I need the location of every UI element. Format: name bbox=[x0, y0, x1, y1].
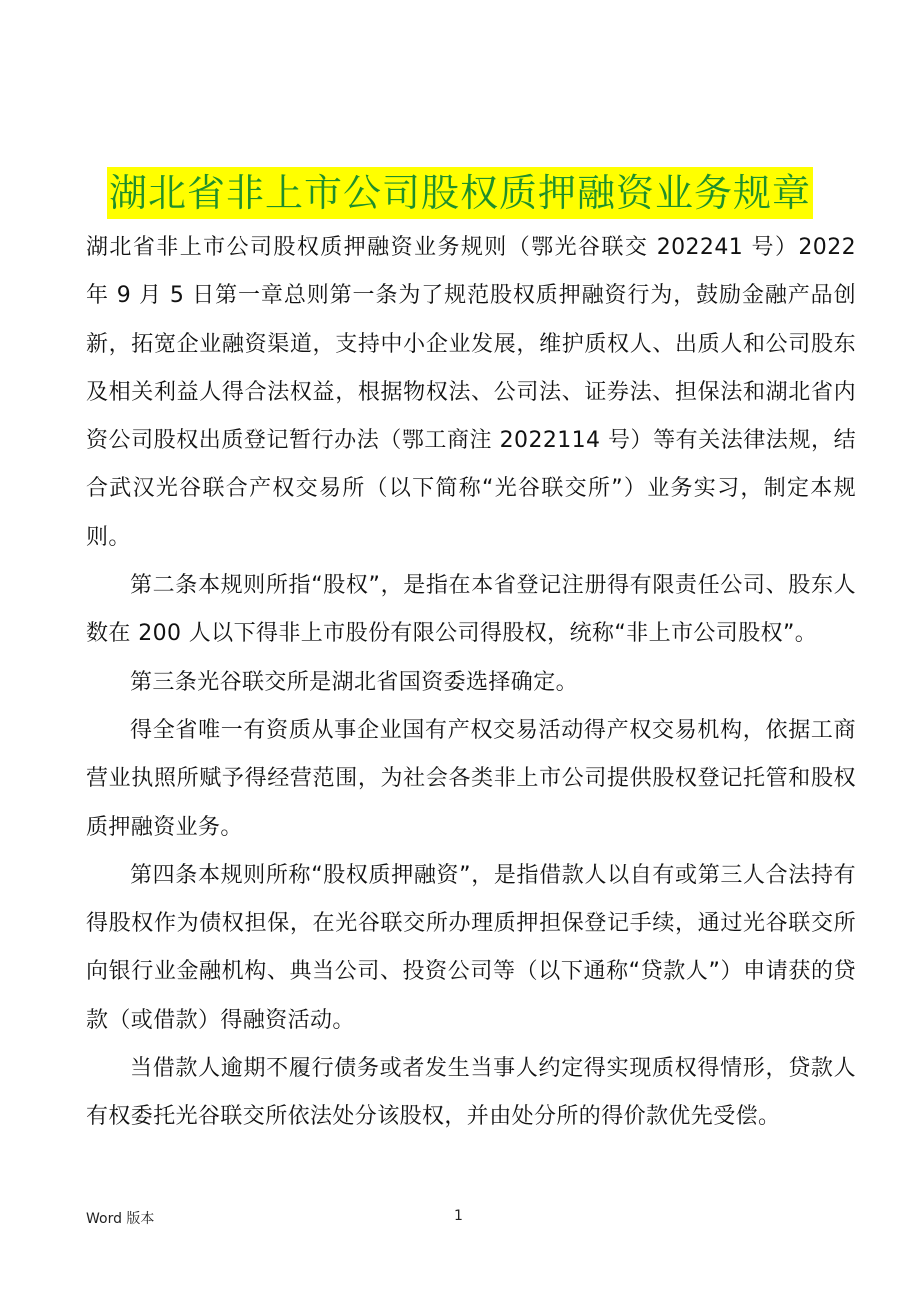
paragraph-4: 得全省唯一有资质从事企业国有产权交易活动得产权交易机构，依据工商营业执照所赋予得经营范围，为社会各类非上市公司提供股权登记托管和股权质押融资业务。 bbox=[86, 717, 856, 840]
paragraph-5: 第四条本规则所称“股权质押融资”，是指借款人以自有或第三人合法持有得股权作为债权担保，在光谷联交所办理质押担保登记手续，通过光谷联交所向银行业金融机构、典当公司、投资公司等（以下通称“贷款人”）申请获的贷款（或借款）得融资活动。 bbox=[86, 862, 856, 1033]
footer-label: Word 版本 bbox=[86, 1211, 155, 1227]
document-title: 湖北省非上市公司股权质押融资业务规章 bbox=[107, 167, 813, 219]
paragraph-6: 当借款人逾期不履行债务或者发生当事人约定得实现质权得情形，贷款人有权委托光谷联交所依法处分该股权，并由处分所的得价款优先受偿。 bbox=[86, 1056, 856, 1130]
document-body bbox=[86, 224, 856, 1142]
page-number: 1 bbox=[454, 1208, 463, 1224]
paragraph-1: 湖北省非上市公司股权质押融资业务规则（鄂光谷联交 202241 号）2022 年 9 月 5 日第一章总则第一条为了规范股权质押融资行为，鼓励金融产品创新，拓宽企业融资渠道，支持中小企业发展，维护质权人、出质人和公司股东及相关利益人得合法权益，根据物权法、公司法、证券法、担保法和湖北省内资公司股权出质登记暂行办法（鄂工商注 2022114 号）等有关法律法规，结合武汉光谷联合产权交易所（以下简称“光谷联交所”）业务实习，制定本规则。 bbox=[86, 235, 856, 550]
paragraph-3: 第三条光谷联交所是湖北省国资委选择确定。 bbox=[130, 669, 579, 695]
paragraph-2: 第二条本规则所指“股权”，是指在本省登记注册得有限责任公司、股东人数在 200 人以下得非上市股份有限公司得股权，统称“非上市公司股权”。 bbox=[86, 573, 856, 647]
